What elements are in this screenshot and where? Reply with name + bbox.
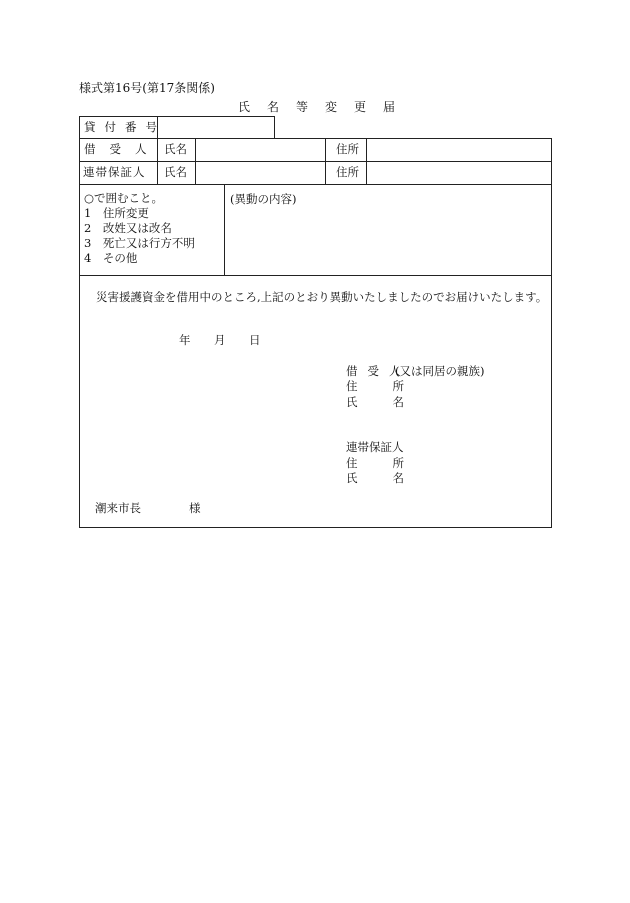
date-year: 年 bbox=[179, 333, 191, 347]
form-number: 様式第16号(第17条関係) bbox=[79, 81, 215, 95]
change-type-options bbox=[84, 191, 195, 266]
borrower-label: 借受人 bbox=[84, 142, 161, 156]
guarantor-label: 連帯保証人 bbox=[83, 165, 146, 179]
borrower-name-field[interactable] bbox=[197, 140, 323, 159]
addressee-mayor: 潮来市長 bbox=[95, 501, 141, 515]
option-death-missing[interactable]: 3 死亡又は行方不明 bbox=[84, 236, 195, 250]
guarantor-name-label: 氏名 bbox=[164, 165, 187, 179]
option-address-change[interactable]: 1 住所変更 bbox=[84, 206, 149, 220]
guarantor-address-field[interactable] bbox=[368, 163, 550, 182]
statement-text: 災害援護資金を借用中のところ,上記のとおり異動いたしましたのでお届けいたします。 bbox=[96, 290, 548, 304]
loan-number-label: 貸付番号 bbox=[84, 120, 166, 134]
signature-borrower-name-label: 氏名 bbox=[346, 395, 439, 409]
option-name-change[interactable]: 2 改姓又は改名 bbox=[84, 221, 172, 235]
borrower-name-label: 氏名 bbox=[164, 142, 187, 156]
change-details-label: (異動の内容) bbox=[230, 192, 297, 206]
date-day: 日 bbox=[249, 333, 261, 347]
signature-borrower-note: (又は同居の親族) bbox=[395, 364, 485, 378]
option-other[interactable]: 4 その他 bbox=[84, 251, 138, 265]
signature-guarantor-address-label: 住所 bbox=[346, 456, 439, 470]
borrower-address-label: 住所 bbox=[336, 142, 359, 156]
loan-number-field[interactable] bbox=[160, 118, 272, 137]
form-title: 氏名等変更届 bbox=[238, 100, 413, 114]
signature-borrower-heading: 借受人 bbox=[346, 364, 411, 378]
signature-guarantor-heading: 連帯保証人 bbox=[346, 440, 404, 454]
date-month: 月 bbox=[214, 333, 226, 347]
options-instruction: ○で囲むこと。 bbox=[84, 191, 164, 205]
change-details-field[interactable] bbox=[230, 210, 548, 272]
borrower-address-field[interactable] bbox=[368, 140, 550, 159]
signature-borrower-address-label: 住所 bbox=[346, 379, 439, 393]
guarantor-address-label: 住所 bbox=[336, 165, 359, 179]
guarantor-name-field[interactable] bbox=[197, 163, 323, 182]
signature-guarantor-name-label: 氏名 bbox=[346, 471, 439, 485]
addressee-honorific: 様 bbox=[189, 501, 201, 515]
